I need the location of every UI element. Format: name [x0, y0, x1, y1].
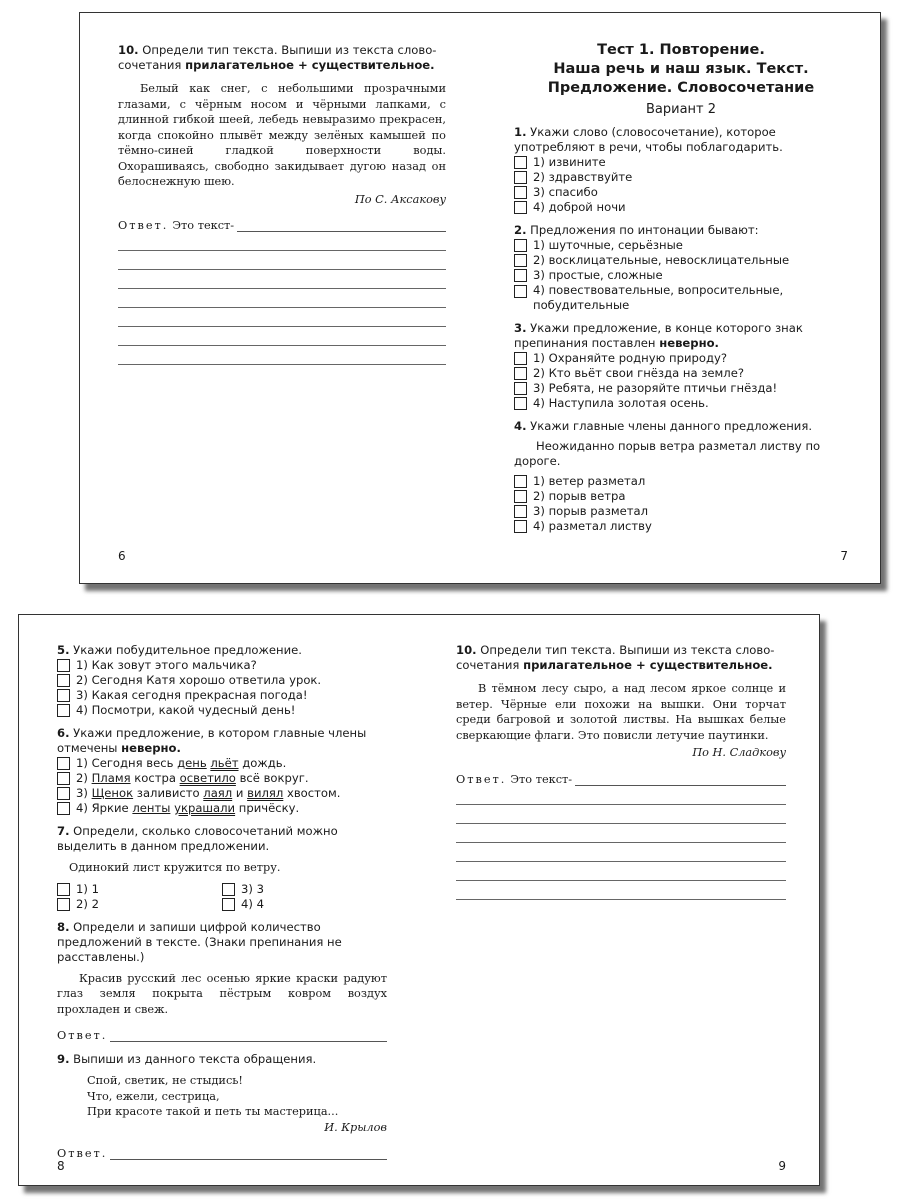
question-emphasis: неверно. — [659, 336, 719, 350]
option[interactable] — [514, 283, 848, 313]
checkbox[interactable] — [514, 520, 527, 533]
page-9 — [456, 615, 786, 1185]
top-spread — [79, 12, 881, 584]
option[interactable] — [514, 351, 848, 366]
ruled-lines[interactable] — [118, 232, 446, 365]
passage: Белый как снег, с небольшими прозрачными глазами, с чёрным носом и чёрными лапками, с длинной гибкой шеей, лебедь невыразимо прекрасен, когда спокойно плывёт между зелёных камышей по тёмно-синей гладкой поверхности воды. Охорашиваясь, свободно закидывает дугою назад он белоснежную шею. — [118, 82, 446, 188]
option-grid — [57, 882, 387, 912]
poem-line: Спой, светик, не стыдись! — [87, 1074, 243, 1087]
answer-field[interactable] — [237, 219, 446, 232]
option-label: 3) Какая сегодня прекрасная погода! — [76, 688, 308, 702]
question-number: 6. — [57, 726, 70, 740]
option[interactable] — [514, 396, 848, 411]
title-line: Предложение. Словосочетание — [547, 80, 815, 96]
answer-line[interactable] — [57, 1029, 387, 1042]
option[interactable] — [57, 786, 387, 801]
question-text: Определи, сколько словосочетаний можно выделить в данном предложении. — [57, 824, 338, 853]
question-3 — [514, 321, 848, 411]
question-number: 2. — [514, 223, 527, 237]
checkbox[interactable] — [57, 802, 70, 815]
ruled-line[interactable] — [118, 270, 446, 289]
option[interactable] — [57, 897, 222, 912]
passage: В тёмном лесу сыро, а над лесом яркое солнце и ветер. Чёрные ели похожи на вышки. Они торчат среди багровой и золотой листвы. На вышках белые сверкающие флаги. Это повисли летучие паутинки. — [456, 682, 786, 742]
answer-field[interactable] — [110, 1029, 387, 1042]
option-label: 3) порыв разметал — [533, 504, 649, 518]
ruled-line[interactable] — [456, 786, 786, 805]
ruled-line[interactable] — [456, 862, 786, 881]
question-9 — [57, 1052, 387, 1160]
answer-label: Ответ. — [456, 772, 507, 786]
checkbox[interactable] — [514, 397, 527, 410]
checkbox[interactable] — [514, 490, 527, 503]
answer-label: Ответ. — [57, 1029, 108, 1042]
option[interactable] — [514, 155, 848, 170]
option[interactable] — [514, 170, 848, 185]
checkbox[interactable] — [57, 704, 70, 717]
option-label: 2) восклицательные, невосклицательные — [533, 253, 790, 267]
checkbox[interactable] — [222, 883, 235, 896]
answer-line[interactable] — [57, 1147, 387, 1160]
ruled-line[interactable] — [118, 308, 446, 327]
option-label: 2) здравствуйте — [533, 170, 633, 184]
checkbox[interactable] — [57, 757, 70, 770]
question-text: Выпиши из данного текста обращения. — [73, 1052, 317, 1066]
page-6 — [118, 13, 446, 583]
checkbox[interactable] — [57, 689, 70, 702]
option[interactable] — [514, 200, 848, 215]
answer-field[interactable] — [575, 773, 786, 786]
subject: ленты — [132, 801, 171, 815]
author: И. Крылов — [324, 1120, 387, 1134]
option-label: 1) Сегодня весь день льёт дождь. — [76, 756, 287, 770]
question-10-bottom — [456, 643, 786, 900]
option[interactable] — [57, 882, 222, 897]
option-label: 4) повествовательные, вопросительные, побудительные — [533, 283, 784, 312]
question-text: Укажи побудительное предложение. — [73, 643, 302, 657]
checkbox[interactable] — [57, 659, 70, 672]
author: По С. Аксакову — [354, 192, 446, 206]
title-line: Наша речь и наш язык. Текст. — [553, 61, 809, 77]
test-title — [514, 41, 848, 98]
option[interactable] — [57, 688, 387, 703]
checkbox[interactable] — [514, 156, 527, 169]
option-label: 4) доброй ночи — [533, 200, 626, 214]
checkbox[interactable] — [514, 239, 527, 252]
page-number: 7 — [840, 549, 848, 563]
page-number: 8 — [57, 1159, 65, 1173]
ruled-line[interactable] — [118, 327, 446, 346]
option[interactable] — [222, 882, 387, 897]
checkbox[interactable] — [222, 898, 235, 911]
question-number: 1. — [514, 125, 527, 139]
answer-line[interactable] — [456, 773, 786, 786]
question-text: Предложения по интонации бывают: — [530, 223, 759, 237]
ruled-line[interactable] — [118, 232, 446, 251]
question-1 — [514, 125, 848, 215]
predicate: вилял — [247, 786, 284, 800]
ruled-line[interactable] — [118, 251, 446, 270]
ruled-lines[interactable] — [456, 786, 786, 900]
option[interactable] — [57, 771, 387, 786]
checkbox[interactable] — [57, 674, 70, 687]
subject: Пламя — [91, 771, 131, 785]
poem — [87, 1073, 387, 1120]
checkbox[interactable] — [57, 898, 70, 911]
checkbox[interactable] — [514, 475, 527, 488]
ruled-line[interactable] — [456, 805, 786, 824]
option-label: 4) Наступила золотая осень. — [533, 396, 709, 410]
question-2 — [514, 223, 848, 313]
checkbox[interactable] — [57, 787, 70, 800]
option-label: 3) Щенок заливисто лаял и вилял хвостом. — [76, 786, 341, 800]
example-sentence: Одинокий лист кружится по ветру. — [69, 861, 281, 874]
option-label: 1) Охраняйте родную природу? — [533, 351, 728, 365]
checkbox[interactable] — [57, 883, 70, 896]
question-10-top — [118, 43, 446, 365]
checkbox[interactable] — [514, 505, 527, 518]
option[interactable] — [57, 801, 387, 816]
question-number: 9. — [57, 1052, 70, 1066]
option-label: 2) Пламя костра осветило всё вокруг. — [76, 771, 309, 785]
option[interactable] — [514, 504, 848, 519]
question-4 — [514, 419, 848, 534]
question-6 — [57, 726, 387, 816]
option-label: 1) 1 — [76, 881, 99, 896]
option-label: 4) Посмотри, какой чудесный день! — [76, 703, 296, 717]
checkbox[interactable] — [514, 171, 527, 184]
question-number: 3. — [514, 321, 527, 335]
page-number: 6 — [118, 549, 126, 563]
answer-field[interactable] — [110, 1147, 387, 1160]
answer-prefix: Это текст- — [172, 219, 235, 232]
option[interactable] — [514, 489, 848, 504]
answer-label: Ответ. — [57, 1147, 108, 1160]
question-5 — [57, 643, 387, 718]
question-number: 5. — [57, 643, 70, 657]
passage: Красив русский лес осенью яркие краски радуют глаз земля покрыта пёстрым ковром воздух прохладен и свеж. — [57, 971, 387, 1016]
option[interactable] — [222, 897, 387, 912]
option[interactable] — [514, 185, 848, 200]
option-label: 3) Ребята, не разоряйте птичьи гнёзда! — [533, 381, 778, 395]
page-7 — [514, 13, 848, 583]
question-7 — [57, 824, 387, 912]
ruled-line[interactable] — [118, 289, 446, 308]
question-text: Определи тип текста. Выпиши из текста слово-сочетания — [118, 43, 437, 72]
poem-line: При красоте такой и петь ты мастерица... — [87, 1105, 339, 1118]
option[interactable] — [514, 253, 848, 268]
option-label: 1) шуточные, серьёзные — [533, 238, 683, 252]
option-label: 3) простые, сложные — [533, 268, 663, 282]
checkbox[interactable] — [514, 269, 527, 282]
checkbox[interactable] — [514, 201, 527, 214]
ruled-line[interactable] — [118, 346, 446, 365]
predicate: украшали — [174, 801, 236, 815]
question-emphasis: прилагательное + существительное. — [185, 58, 435, 72]
checkbox[interactable] — [514, 186, 527, 199]
predicate: льёт — [210, 756, 239, 770]
title-line: Тест 1. Повторение. — [597, 42, 765, 58]
option-label: 3) спасибо — [533, 185, 598, 199]
option[interactable] — [57, 658, 387, 673]
option[interactable] — [514, 474, 848, 489]
checkbox[interactable] — [514, 382, 527, 395]
option-label: 1) ветер разметал — [533, 474, 646, 488]
option-label: 1) извините — [533, 155, 606, 169]
ruled-line[interactable] — [456, 824, 786, 843]
question-number: 8. — [57, 919, 70, 934]
option[interactable] — [514, 238, 848, 253]
answer-line[interactable] — [118, 219, 446, 232]
question-number: 7. — [57, 824, 70, 838]
question-text: Определи и запиши цифрой количество предложений в тексте. (Знаки препинания не расставлены.) — [57, 919, 342, 964]
subject: Щенок — [91, 786, 134, 800]
checkbox[interactable] — [57, 772, 70, 785]
subject: день — [177, 756, 207, 770]
question-emphasis: неверно. — [121, 741, 181, 755]
option[interactable] — [514, 268, 848, 283]
question-text: Укажи предложение, в котором главные члены отмечены — [57, 726, 367, 755]
option-label: 2) Кто вьёт свои гнёзда на земле? — [533, 366, 744, 380]
option-label: 4) разметал листву — [533, 519, 652, 533]
option[interactable] — [57, 756, 387, 771]
option[interactable] — [514, 381, 848, 396]
predicate: осветило — [179, 771, 236, 785]
answer-label: Ответ. — [118, 219, 169, 232]
checkbox[interactable] — [514, 352, 527, 365]
author: По Н. Сладкову — [692, 746, 786, 759]
option[interactable] — [514, 519, 848, 534]
question-emphasis: прилагательное + существительное. — [523, 658, 773, 672]
option[interactable] — [514, 366, 848, 381]
question-text: Укажи предложение, в конце которого знак препинания поставлен — [514, 321, 803, 350]
poem-line: Что, ежели, сестрица, — [87, 1089, 220, 1103]
variant-label: Вариант 2 — [645, 102, 717, 117]
checkbox[interactable] — [514, 254, 527, 267]
option-label: 4) 4 — [241, 896, 264, 911]
option-label: 2) Сегодня Катя хорошо ответила урок. — [76, 673, 322, 687]
option-label: 4) Яркие ленты украшали причёску. — [76, 801, 300, 815]
ruled-line[interactable] — [456, 843, 786, 862]
ruled-line[interactable] — [456, 881, 786, 900]
question-text: Укажи слово (словосочетание), которое употребляют в речи, чтобы поблагодарить. — [514, 125, 783, 154]
question-number: 4. — [514, 419, 527, 433]
option[interactable] — [57, 703, 387, 718]
option-label: 2) 2 — [76, 896, 99, 911]
checkbox[interactable] — [514, 285, 527, 298]
question-text: Определи тип текста. Выпиши из текста слово-сочетания — [456, 643, 775, 672]
answer-prefix: Это текст- — [510, 772, 573, 786]
option-label: 1) Как зовут этого мальчика? — [76, 658, 257, 672]
page-number: 9 — [778, 1159, 786, 1173]
question-number: 10. — [456, 643, 477, 657]
question-number: 10. — [118, 43, 139, 57]
option-label: 3) 3 — [241, 881, 264, 896]
question-8 — [57, 920, 387, 1043]
example-sentence: Неожиданно порыв ветра разметал листву по дороге. — [514, 439, 821, 468]
bottom-spread — [18, 614, 820, 1186]
question-text: Укажи главные члены данного предложения. — [530, 419, 812, 433]
predicate: лаял — [203, 786, 233, 800]
page-8 — [57, 615, 387, 1185]
option-label: 2) порыв ветра — [533, 489, 626, 503]
option[interactable] — [57, 673, 387, 688]
checkbox[interactable] — [514, 367, 527, 380]
